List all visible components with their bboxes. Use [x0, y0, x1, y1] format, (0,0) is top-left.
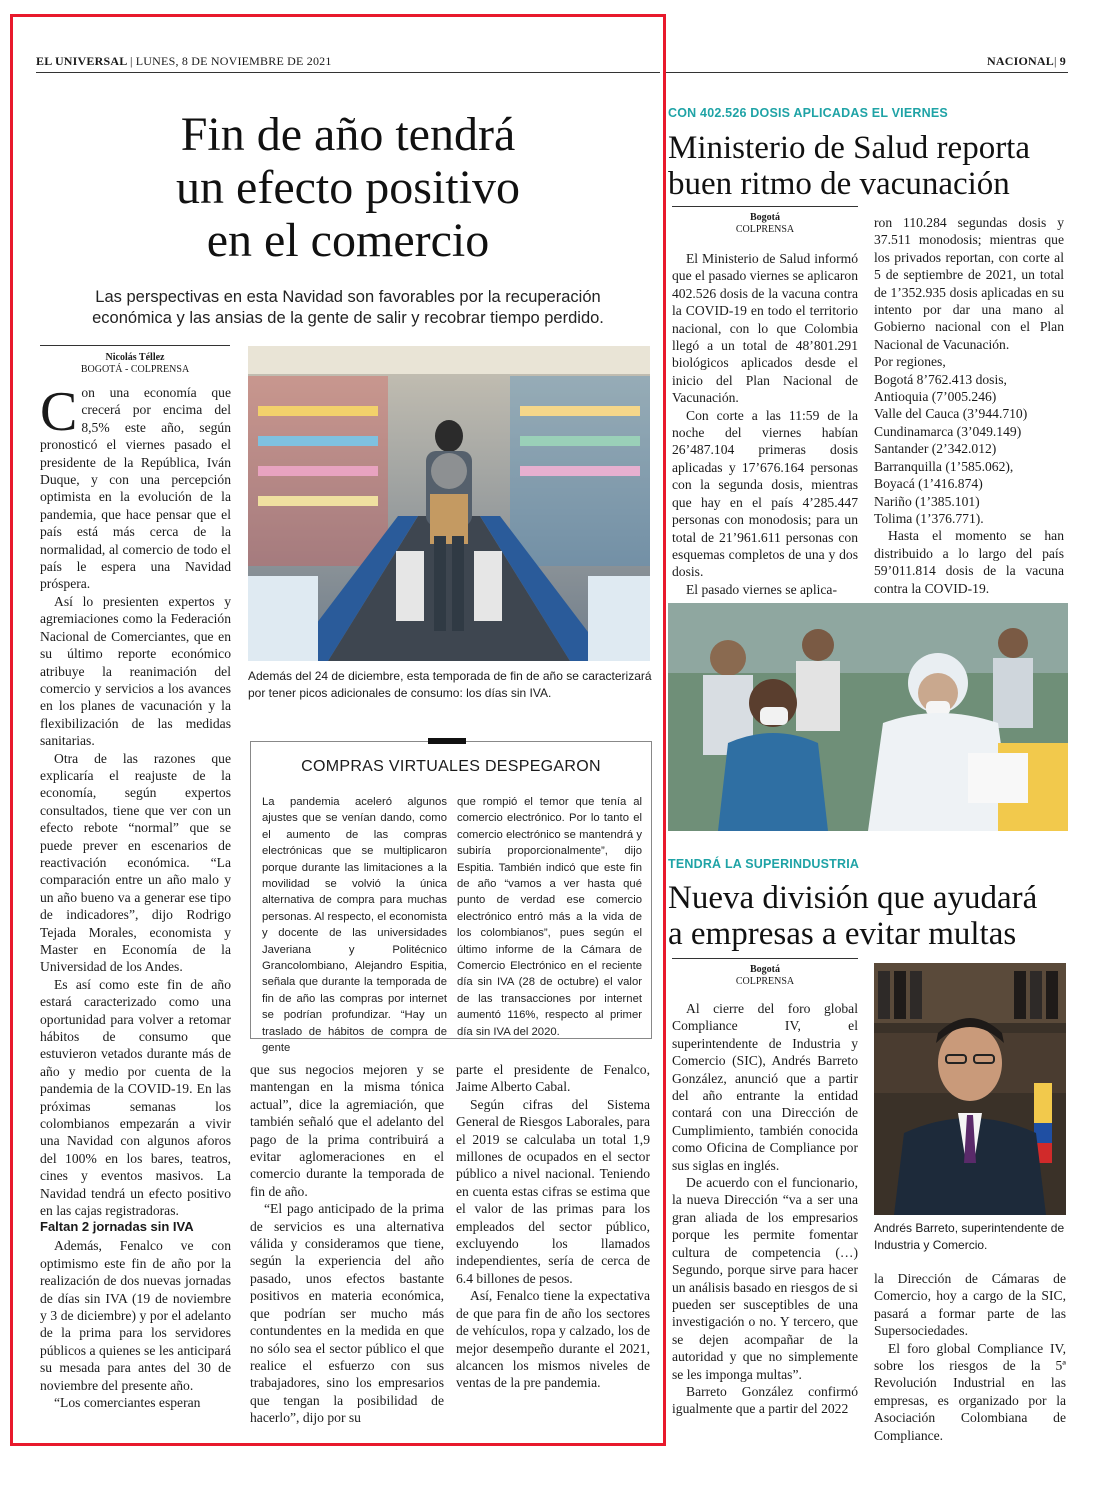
paragraph: Al cierre del foro global Compliance IV, el superintendente de Industria y Comercio (SIC), Andrés Barreto González, anunció que a partir del año entrante la entidad contará con una Dirección de Cumplimiento, también conocida como Oficina de Compliance por sus siglas en inglés. [672, 1001, 858, 1173]
author-name: Nicolás Téllez [105, 352, 165, 363]
header-divider: | [129, 54, 133, 68]
headline-line: buen ritmo de vacunación [668, 166, 1010, 202]
paragraph: Otra de las razones que explicaría el reajuste de la economía, según expertos consultados, tiene que ver con un efecto rebote “normal” que se puede prever en escenarios de reactivación económica. “La comparación entre un año malo y un año bueno va a generar ese tipo de indicadores”, dijo Rodrigo Tejada Morales, economista y Master en Economía de la Universidad de los Andes. [40, 750, 231, 975]
superintendent-portrait [874, 963, 1066, 1215]
header-rule-right [664, 72, 1068, 73]
photo-illustration [874, 963, 1066, 1215]
paragraph: ron 110.284 segundas dosis y 37.511 monodosis; mientras que los privados reportan, con corte al 5 de septiembre de 2021, un total de 1’352.935 dosis aplicadas en su intento por dar una mano al Gobierno nacional con el Plan Nacional de Vacunación. [874, 215, 1064, 352]
byline-location: Bogotá [750, 212, 780, 223]
paragraph: que sus negocios mejoren y se mantengan en la misma tónica actual”, dice la agremiación, que también señaló que el adelanto del pago de la prima contribuirá a evitar aglomeraciones en el comercio durante la temporada de fin de año. [250, 1062, 444, 1199]
paragraph: Con corte a las 11:59 de la noche del viernes habían 26’487.104 primeras dosis aplicadas y 17’676.164 personas con la segunda dosis, mientras que hay en el país 4’285.447 personas con monodosis; para un total de 21’961.611 personas con esquemas completos de una y dos dosis. [672, 407, 858, 580]
sic-headline [668, 880, 1037, 952]
subtitle-line: económica y las ansias de la gente de salir y recobrar tiempo perdido. [92, 309, 604, 327]
sic-kicker: TENDRÁ LA SUPERINDUSTRIA [668, 857, 860, 871]
running-header-right [987, 54, 1066, 69]
region-item: Cundinamarca (3’049.149) [874, 423, 1022, 439]
headline-line: Ministerio de Salud reporta [668, 130, 1031, 166]
region-item: Barranquilla (1’585.062), [874, 458, 1014, 474]
sic-column-1 [672, 1000, 858, 1430]
paragraph: Además, Fenalco ve con optimismo este fin de año por la realización de dos nuevas jornadas de días sin IVA (19 de noviembre y 3 de diciembre) y por el adelanto de la prima para los servidores públicos a quienes se les anticipará su mesada para antes del 30 de noviembre del presente año. [40, 1238, 231, 1393]
paragraph: El foro global Compliance IV, sobre los riesgos de la 5ª Revolución Industrial en las empresas, es organizado por la Asociación Colombiana de Compliance. [874, 1340, 1066, 1443]
byline-rule [672, 206, 858, 207]
paragraph: la Dirección de Cámaras de Comercio, hoy a cargo de la SIC, pasará a formar parte de las Supersociedades. [874, 1271, 1066, 1339]
paragraph: Según cifras del Sistema General de Riesgos Laborales, para el 2019 se calculaba un total 1,9 millones de ocupados en el sector público a nivel nacional. Teniendo en cuenta estas cifras se estima que el valor de las primas para los empleados del sector público, excluyendo los llamados independientes, sería de cerca de 6.4 billones de pesos. [456, 1096, 650, 1286]
page-number: 9 [1059, 54, 1066, 68]
sic-photo-caption: Andrés Barreto, superintendente de Industria y Comercio. [874, 1221, 1065, 1252]
vaccine-headline [668, 130, 1030, 202]
box-text-left: La pandemia aceleró algunos ajustes que se venían dando, como el aumento de las compras electrónicas que se multiplicaron porque durante las limitaciones a la movilidad se volvió la única alternativa de compra para muchas personas. Al respecto, el economista y docente de las universidades Javeriana y Politécnico Grancolombiano, Alejandro Espitia, señala que durante la temporada de fin de año las compras por internet se podrían profundizar. “Hay un traslado de hábitos de compra de gente [262, 796, 447, 1055]
byline-agency: COLPRENSA [735, 224, 795, 235]
paragraph: Es así como este fin de año estará caracterizado como una oportunidad para volver a retomar hábitos de consumo que estuvieron vetados durante más de año y medio por cuenta de la pandemia de la COVID-19. En las próximas semanas los colombianos empezarán a vivir una Navidad con algunos aforos del 100% en los bares, teatros, cines y eventos masivos. La Navidad tendrá un efecto positivo en las cajas registradoras. [40, 976, 231, 1219]
box-text-right: que rompió el temor que tenía al comercio electrónico. Por lo tanto el comercio electrónico se mantendrá y subiría proporcionalmente”, dijo Espitia. También indicó que este fin de año “vamos a ver hasta qué punto de verdad ese comercio electrónico entró más a la vida de los colombianos”, pues según el último informe de la Cámara de Comercio Electrónico en el reciente día sin IVA (28 de octubre) el valor de las transacciones por internet aumentó 116%, respecto al primer día sin IVA del 2020. [457, 796, 642, 1038]
region-item: Antioquia (7’005.246) [874, 389, 997, 405]
section-name: NACIONAL [987, 54, 1054, 68]
vaccine-column-1 [672, 250, 858, 597]
dropcap: C [40, 381, 78, 443]
paragraph: Así lo presienten expertos y agremiaciones como la Federación Nacional de Comerciantes, que en su último reporte económico atribuye la reanimación del comercio y servicios a los avances en los planes de vacunación y la flexibilización de las medidas sanitarias. [40, 593, 231, 749]
paragraph: Hasta el momento se han distribuido a lo largo del país 59’011.814 dosis de la vacuna contra la COVID-19. [874, 528, 1064, 596]
region-item: Nariño (1’385.101) [874, 493, 980, 509]
byline-agency: COLPRENSA [735, 976, 795, 987]
paragraph: parte el presidente de Fenalco, Jaime Alberto Cabal. [456, 1062, 650, 1095]
header-divider: | [1053, 54, 1060, 68]
paragraph: El pasado viernes se aplica- [686, 581, 837, 597]
issue-date: LUNES, 8 DE NOVIEMBRE DE 2021 [135, 54, 332, 68]
region-item: Valle del Cauca (3’944.710) [874, 406, 1028, 422]
photo-illustration [668, 603, 1068, 831]
paragraph: “Los comerciantes esperan [54, 1395, 201, 1411]
subhead: Faltan 2 jornadas sin IVA [40, 1219, 194, 1234]
headline-line: un efecto positivo [176, 161, 520, 214]
box-title: COMPRAS VIRTUALES DESPEGARON [301, 758, 601, 775]
paragraph: El Ministerio de Salud informó que el pasado viernes se aplicaron 402.526 dosis de la vacuna contra la COVID-19 en todo el territorio nacional, con lo que Colombia llegó a un total de 48’801.291 biológicos aplicados desde el inicio del Plan Nacional de Vacunación. [672, 251, 858, 406]
byline-rule [672, 958, 858, 959]
highlight-frame [10, 14, 666, 1446]
vaccine-kicker: CON 402.526 DOSIS APLICADAS EL VIERNES [668, 106, 948, 120]
paragraph: Así, Fenalco tiene la expectativa de que para fin de año los sectores de vehículos, ropa y calzado, los de mejor desempeño durante el 2021, alcancen los mismos niveles de ventas de la pre pandemia. [456, 1288, 650, 1391]
vaccine-byline [672, 212, 858, 236]
paragraph: De acuerdo con el funcionario, la nueva Dirección “va a ser una gran aliada de los empresarios porque les permite fomentar cultura de competencia (…) Segundo, porque sirve para hacer un análisis basado en riesgos de si pueden ser susceptibles de una investigación o no. Y tercero, que se dejen acompañar de la autoridad y que no simplemente se les imponga multas”. [672, 1175, 858, 1382]
vaccination-staff-photo [668, 603, 1068, 831]
main-photo-caption: Además del 24 de diciembre, esta temporada de fin de año se caracterizará por tener picos adicionales de consumo: los días sin IVA. [248, 669, 652, 700]
sic-byline [672, 964, 858, 988]
region-item: Santander (2’342.012) [874, 441, 997, 457]
paragraph: “El pago anticipado de la prima de servicios es una alternativa válida y consideramos que tiene, según la experiencia del año pasado, unos efectos bastante positivos en materia económica, que podrían ser mucho más contundentes en la medida en que no sólo sea el sector público el que realice el esfuerzo con sus trabajadores, sino los empresarios que tengan la posibilidad de hacerlo”, dijo por su [250, 1201, 444, 1426]
author-location: BOGOTÁ - COLPRENSA [80, 364, 190, 375]
region-item: Boyacá (1’416.874) [874, 476, 983, 492]
sic-column-2 [874, 1270, 1066, 1443]
paper-name: EL UNIVERSAL [36, 54, 127, 68]
vaccine-column-2 [874, 214, 1064, 594]
region-item: Bogotá 8’762.413 dosis, [874, 371, 1007, 387]
headline-line: en el comercio [206, 214, 490, 267]
paragraph: Barreto González confirmó igualmente que a partir del 2022 [672, 1383, 858, 1417]
byline-location: Bogotá [750, 964, 780, 975]
headline-line: Nueva división que ayudará [668, 880, 1038, 916]
paragraph-text: on una economía que crecerá por encima del 8,5% este año, según pronosticó el viernes pasado el presidente de la República, Iván Duque, y con una percepción optimista en la evolución de la pandemia, que hace pensar que el país está más cerca de la normalidad, al comercio de todo el país le espera una Navidad próspera. [40, 385, 231, 592]
region-item: Tolima (1’376.771). [874, 510, 984, 526]
headline-line: a empresas a evitar multas [668, 916, 1017, 952]
headline-line: Fin de año tendrá [180, 108, 516, 161]
subtitle-line: Las perspectivas en esta Navidad son favorables por la recuperación [95, 288, 601, 306]
regions-label: Por regiones, [874, 354, 946, 370]
